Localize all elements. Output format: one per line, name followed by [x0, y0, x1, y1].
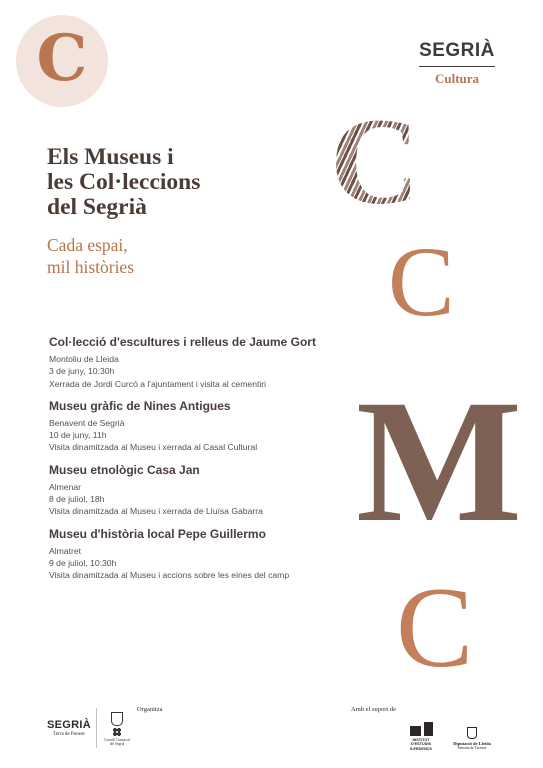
event-place: Almatret	[49, 545, 81, 556]
event-date: 9 de juliol, 10:30h	[49, 557, 117, 568]
event-description: Visita dinamitzada al Museu i accions sobre les eines del camp	[49, 570, 290, 581]
diputacio-logo	[452, 727, 492, 750]
iee-logo	[401, 726, 441, 751]
iee-name-line: D'ESTUDIS	[410, 742, 432, 747]
event-description: Xerrada de Jordi Curcó a l'ajuntament i visita al cementiri	[49, 378, 267, 389]
footer-segria-logo	[47, 719, 91, 737]
event-place: Benavent de Segrià	[49, 417, 125, 428]
brand-subtitle: Cultura	[434, 71, 480, 86]
footer-segria-tagline: Terra de Ponent	[53, 732, 85, 737]
logo-badge	[16, 15, 108, 107]
footer-divider	[96, 708, 97, 748]
page-subtitle	[47, 234, 134, 278]
subtitle-line: mil històries	[47, 257, 135, 277]
decor-letter-c-top: C	[330, 93, 420, 230]
event-title: Col·lecció d'escultures i relleus de Jaume Gort	[49, 335, 316, 349]
event-date: 3 de juny, 10:30h	[49, 366, 115, 377]
event-place: Montoliu de Lleida	[49, 354, 119, 364]
diputacio-name: Diputació de Lleida	[453, 741, 491, 746]
event-description: Visita dinamitzada al Museu i xerrada de Lluïsa Gabarra	[49, 506, 263, 517]
event-title: Museu etnològic Casa Jan	[49, 462, 200, 477]
council-name-line: Consell Comarcal	[104, 738, 130, 742]
event-item	[49, 463, 359, 518]
iee-name-line: INSTITUT	[412, 738, 430, 742]
event-date: 8 de juliol, 18h	[49, 494, 105, 505]
page-title	[47, 145, 200, 220]
event-item	[49, 335, 359, 390]
subtitle-line: Cada espai,	[47, 235, 128, 255]
title-line: les Col·leccions	[47, 169, 201, 195]
badge-letter: C	[36, 21, 88, 96]
council-name-line: del Segrià	[109, 742, 125, 746]
organizer-label: Organitza	[137, 706, 163, 713]
decor-letter-c-second: C	[388, 226, 455, 337]
event-place: Almenar	[49, 481, 81, 492]
diputacio-subtitle: Patronat de Turisme	[457, 746, 487, 750]
event-title: Museu d'història local Pepe Guillermo	[49, 526, 266, 541]
decor-letter-m: M	[356, 364, 519, 559]
event-date: 10 de juny, 11h	[49, 430, 107, 441]
brand-divider	[419, 66, 495, 67]
event-item	[49, 399, 359, 454]
brand-logo	[419, 40, 495, 87]
council-logo	[104, 712, 130, 746]
iee-blocks-icon	[401, 726, 441, 736]
council-ornament-icon	[113, 728, 121, 736]
support-label: Amb el suport de	[351, 706, 396, 713]
event-description: Visita dinamitzada al Museu i xerrada al Casal Cultural	[49, 442, 258, 453]
title-line: del Segrià	[47, 194, 147, 220]
diputacio-crest-icon	[467, 727, 477, 739]
brand-name: SEGRIÀ	[419, 40, 495, 61]
iee-name-line: ILERDENCS	[410, 746, 432, 751]
title-line: Els Museus i	[47, 144, 174, 170]
decor-letter-c-bottom: C	[396, 564, 474, 692]
event-title: Museu gràfic de Nines Antigues	[49, 398, 231, 413]
event-list	[49, 335, 359, 591]
footer-segria-name: SEGRIÀ	[47, 719, 91, 731]
council-crest-icon	[111, 712, 123, 726]
event-item	[49, 527, 359, 582]
